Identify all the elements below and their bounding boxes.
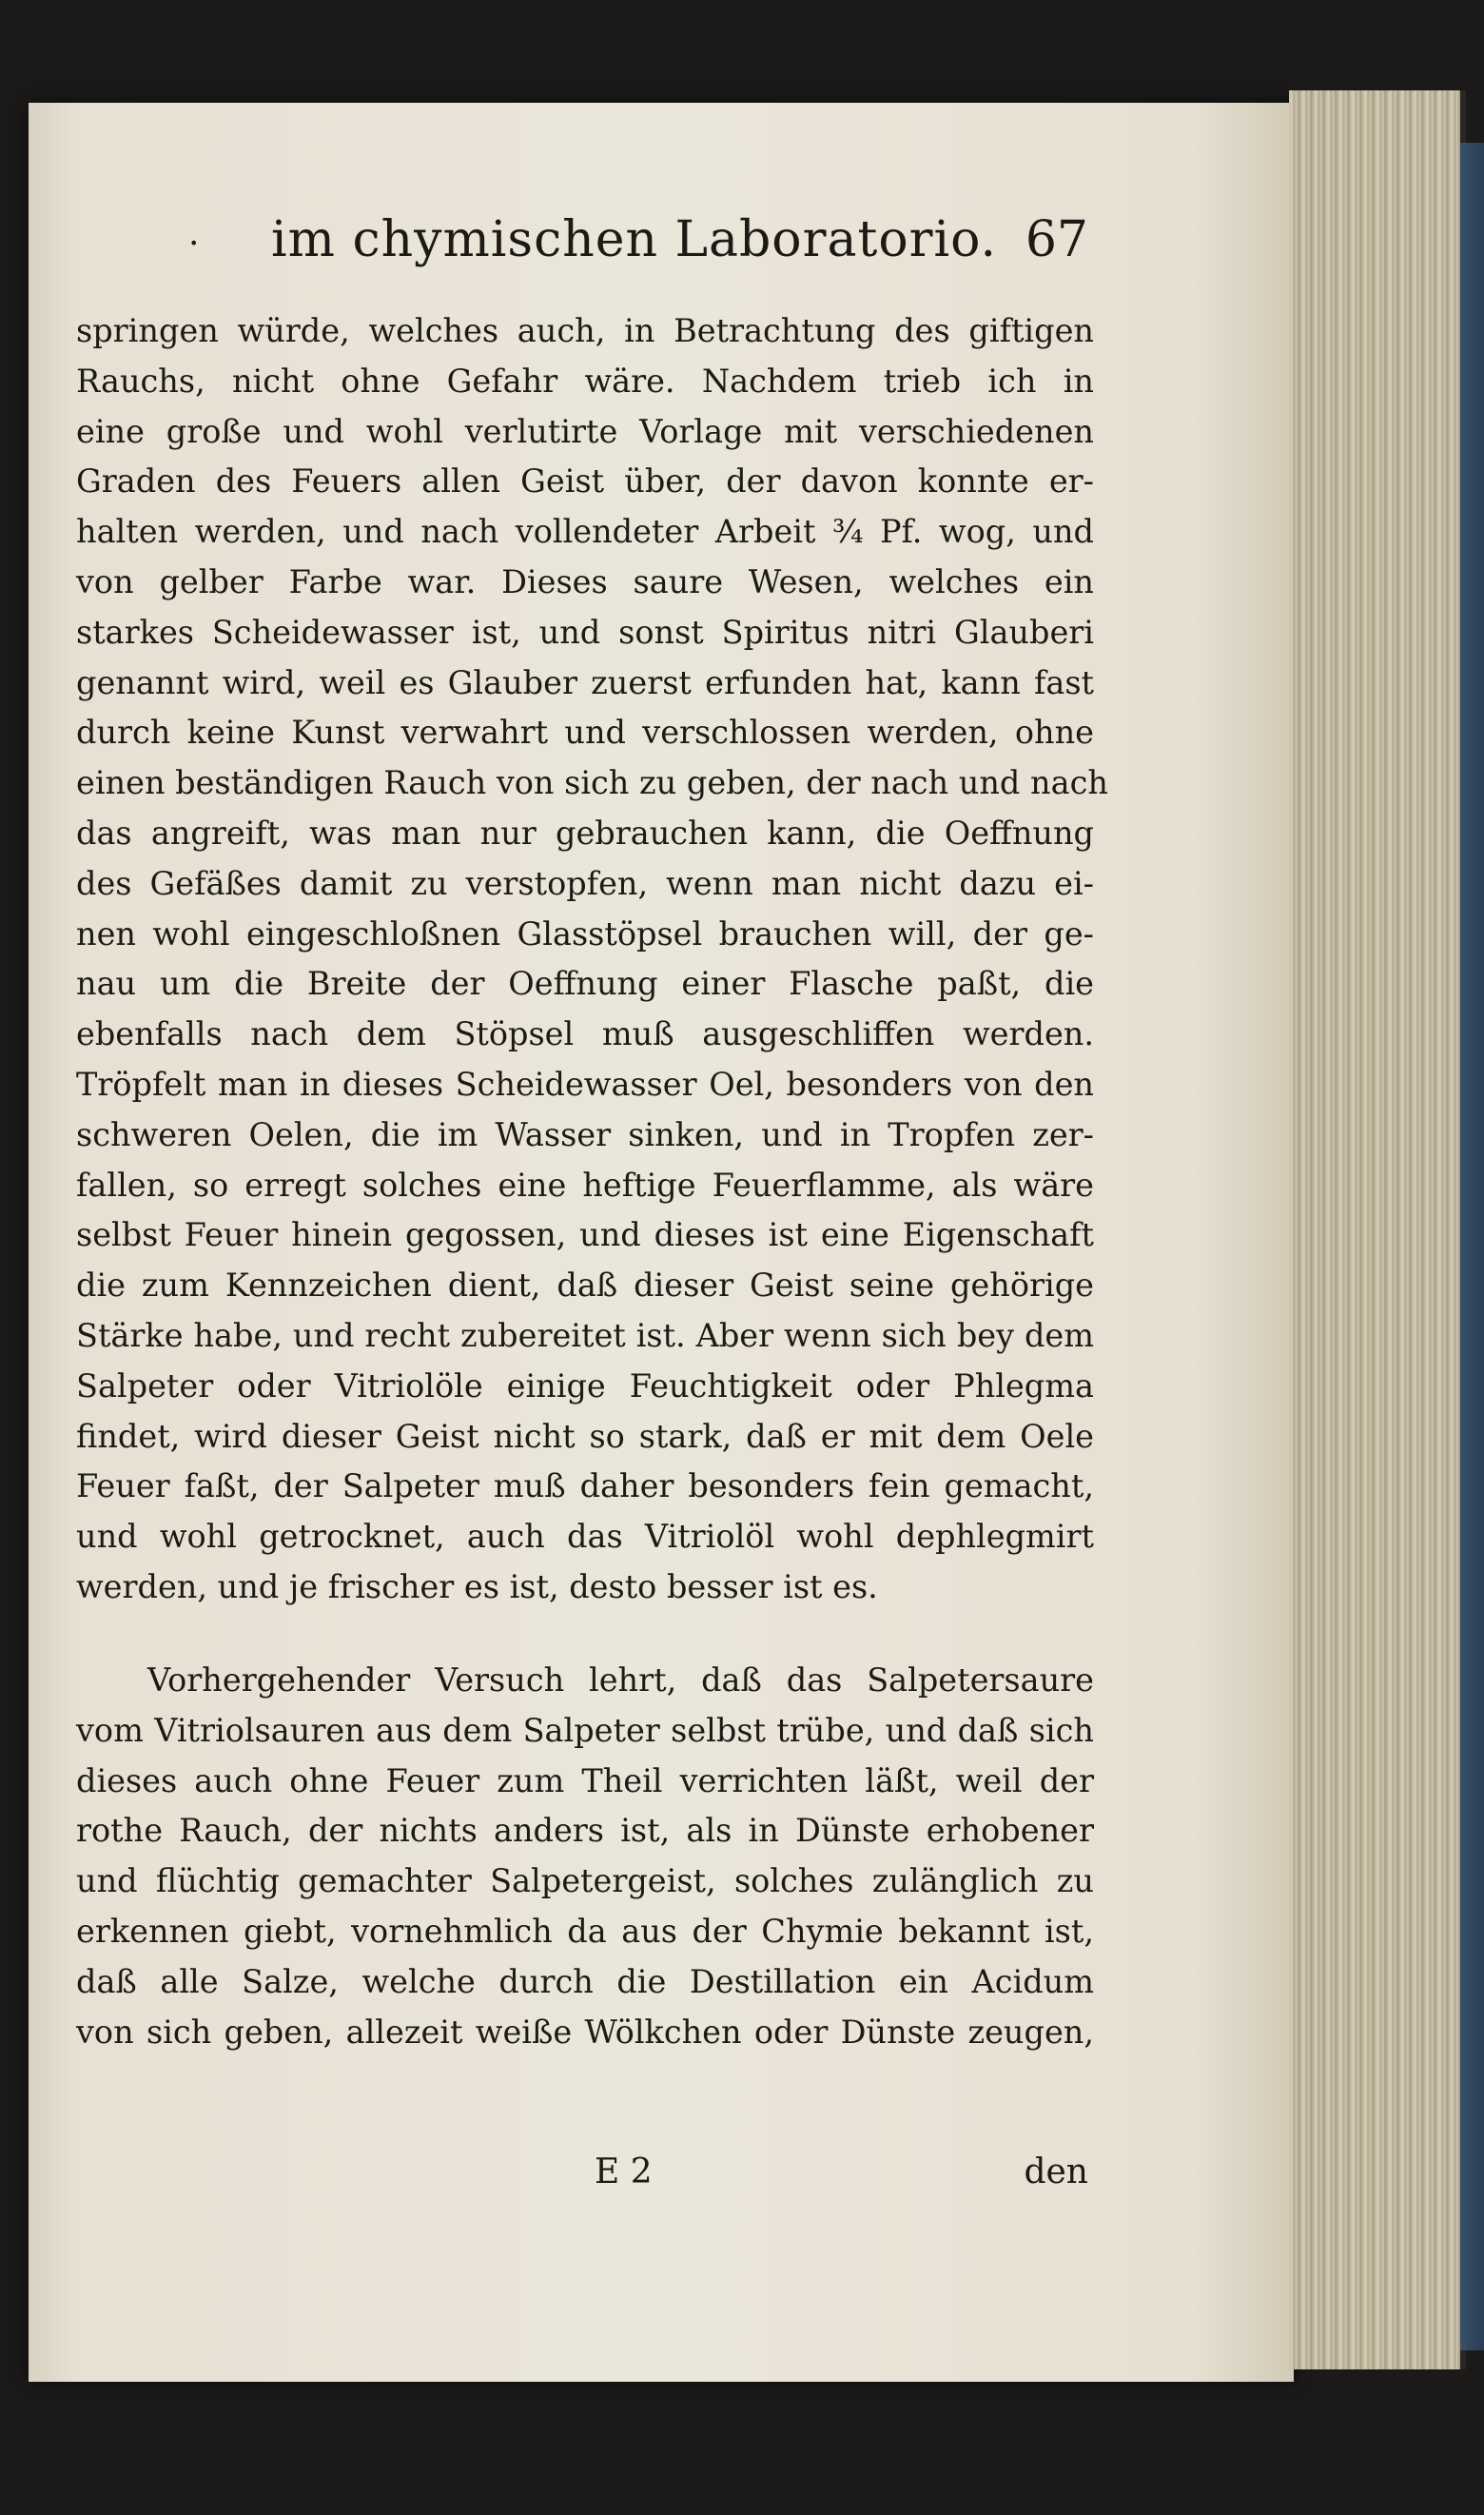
text-line: nen wohl eingeschloßnen Glasstöpsel brauchen will, der ge- — [76, 914, 1094, 953]
text-line: Salpeter oder Vitriolöle einige Feuchtigkeit oder Phlegma — [76, 1366, 1094, 1405]
book-spine — [1460, 143, 1484, 2350]
text-line: halten werden, und nach vollendeter Arbeit ¾ Pf. wog, und — [76, 513, 1094, 551]
signature-mark: E 2 — [595, 2152, 653, 2191]
text-line: werden, und je frischer es ist, desto besser ist es. — [76, 1568, 878, 1605]
text-line: des Gefäßes damit zu verstopfen, wenn man nicht dazu ei- — [76, 864, 1094, 902]
text-line: einen beständigen Rauch von sich zu geben, der nach und nach — [76, 764, 1108, 802]
text-line: Graden des Feuers allen Geist über, der davon konnte er- — [76, 462, 1094, 501]
text-line: Vorhergehender Versuch lehrt, daß das Salpetersaure — [147, 1661, 1094, 1699]
text-line: und flüchtig gemachter Salpetergeist, solches zulänglich zu — [76, 1862, 1094, 1900]
text-line: findet, wird dieser Geist nicht so stark, daß er mit dem Oele — [76, 1417, 1094, 1455]
text-line: nau um die Breite der Oeffnung einer Flasche paßt, die — [76, 965, 1094, 1003]
text-line: rothe Rauch, der nichts anders ist, als in Dünste erhobener — [76, 1812, 1094, 1850]
text-line: durch keine Kunst verwahrt und verschlossen werden, ohne — [76, 714, 1094, 752]
text-line: selbst Feuer hinein gegossen, und dieses ist eine Eigenschaft — [76, 1216, 1094, 1254]
header-dot: · — [188, 225, 200, 264]
text-line: ebenfalls nach dem Stöpsel muß ausgeschliffen werden. — [76, 1015, 1094, 1053]
text-line: genannt wird, weil es Glauber zuerst erfunden hat, kann fast — [76, 663, 1094, 701]
text-line: starkes Scheidewasser ist, und sonst Spiritus nitri Glauberi — [76, 613, 1094, 651]
catchword: den — [1024, 2152, 1088, 2191]
text-line: schweren Oelen, die im Wasser sinken, und in Tropfen zer- — [76, 1115, 1094, 1153]
text-line: das angreift, was man nur gebrauchen kann, die Oeffnung — [76, 815, 1094, 852]
text-line: eine große und wohl verlutirte Vorlage mit verschiedenen — [76, 412, 1094, 450]
text-line: dieses auch ohne Feuer zum Theil verrichten läßt, weil der — [76, 1761, 1094, 1799]
text-line: daß alle Salze, welche durch die Destillation ein Acidum — [76, 1962, 1094, 2000]
text-line: Stärke habe, und recht zubereitet ist. Aber wenn sich bey dem — [76, 1317, 1094, 1354]
text-line: Rauchs, nicht ohne Gefahr wäre. Nachdem trieb ich in — [76, 362, 1094, 400]
text-line: Feuer faßt, der Salpeter muß daher besonders fein gemacht, — [76, 1467, 1094, 1505]
text-line: fallen, so erregt solches eine heftige Feuerflamme, als wäre — [76, 1166, 1094, 1204]
text-line: springen würde, welches auch, in Betrachtung des giftigen — [76, 312, 1094, 349]
text-line: von gelber Farbe war. Dieses saure Wesen, welches ein — [76, 563, 1094, 600]
header-title: im chymischen Laboratorio. — [271, 211, 998, 268]
page-number: 67 — [1025, 211, 1088, 268]
page-edges — [1289, 90, 1466, 2369]
text-line: von sich geben, allezeit weiße Wölkchen oder Dünste zeugen, — [76, 2013, 1094, 2051]
text-line: vom Vitriolsauren aus dem Salpeter selbst trübe, und daß sich — [76, 1711, 1094, 1749]
text-line: Tröpfelt man in dieses Scheidewasser Oel, besonders von den — [76, 1066, 1094, 1103]
text-line: die zum Kennzeichen dient, daß dieser Geist seine gehörige — [76, 1267, 1094, 1305]
text-line: und wohl getrocknet, auch das Vitriolöl wohl dephlegmirt — [76, 1518, 1094, 1556]
running-header — [76, 211, 1094, 287]
text-line: erkennen giebt, vornehmlich da aus der Chymie bekannt ist, — [76, 1913, 1094, 1950]
